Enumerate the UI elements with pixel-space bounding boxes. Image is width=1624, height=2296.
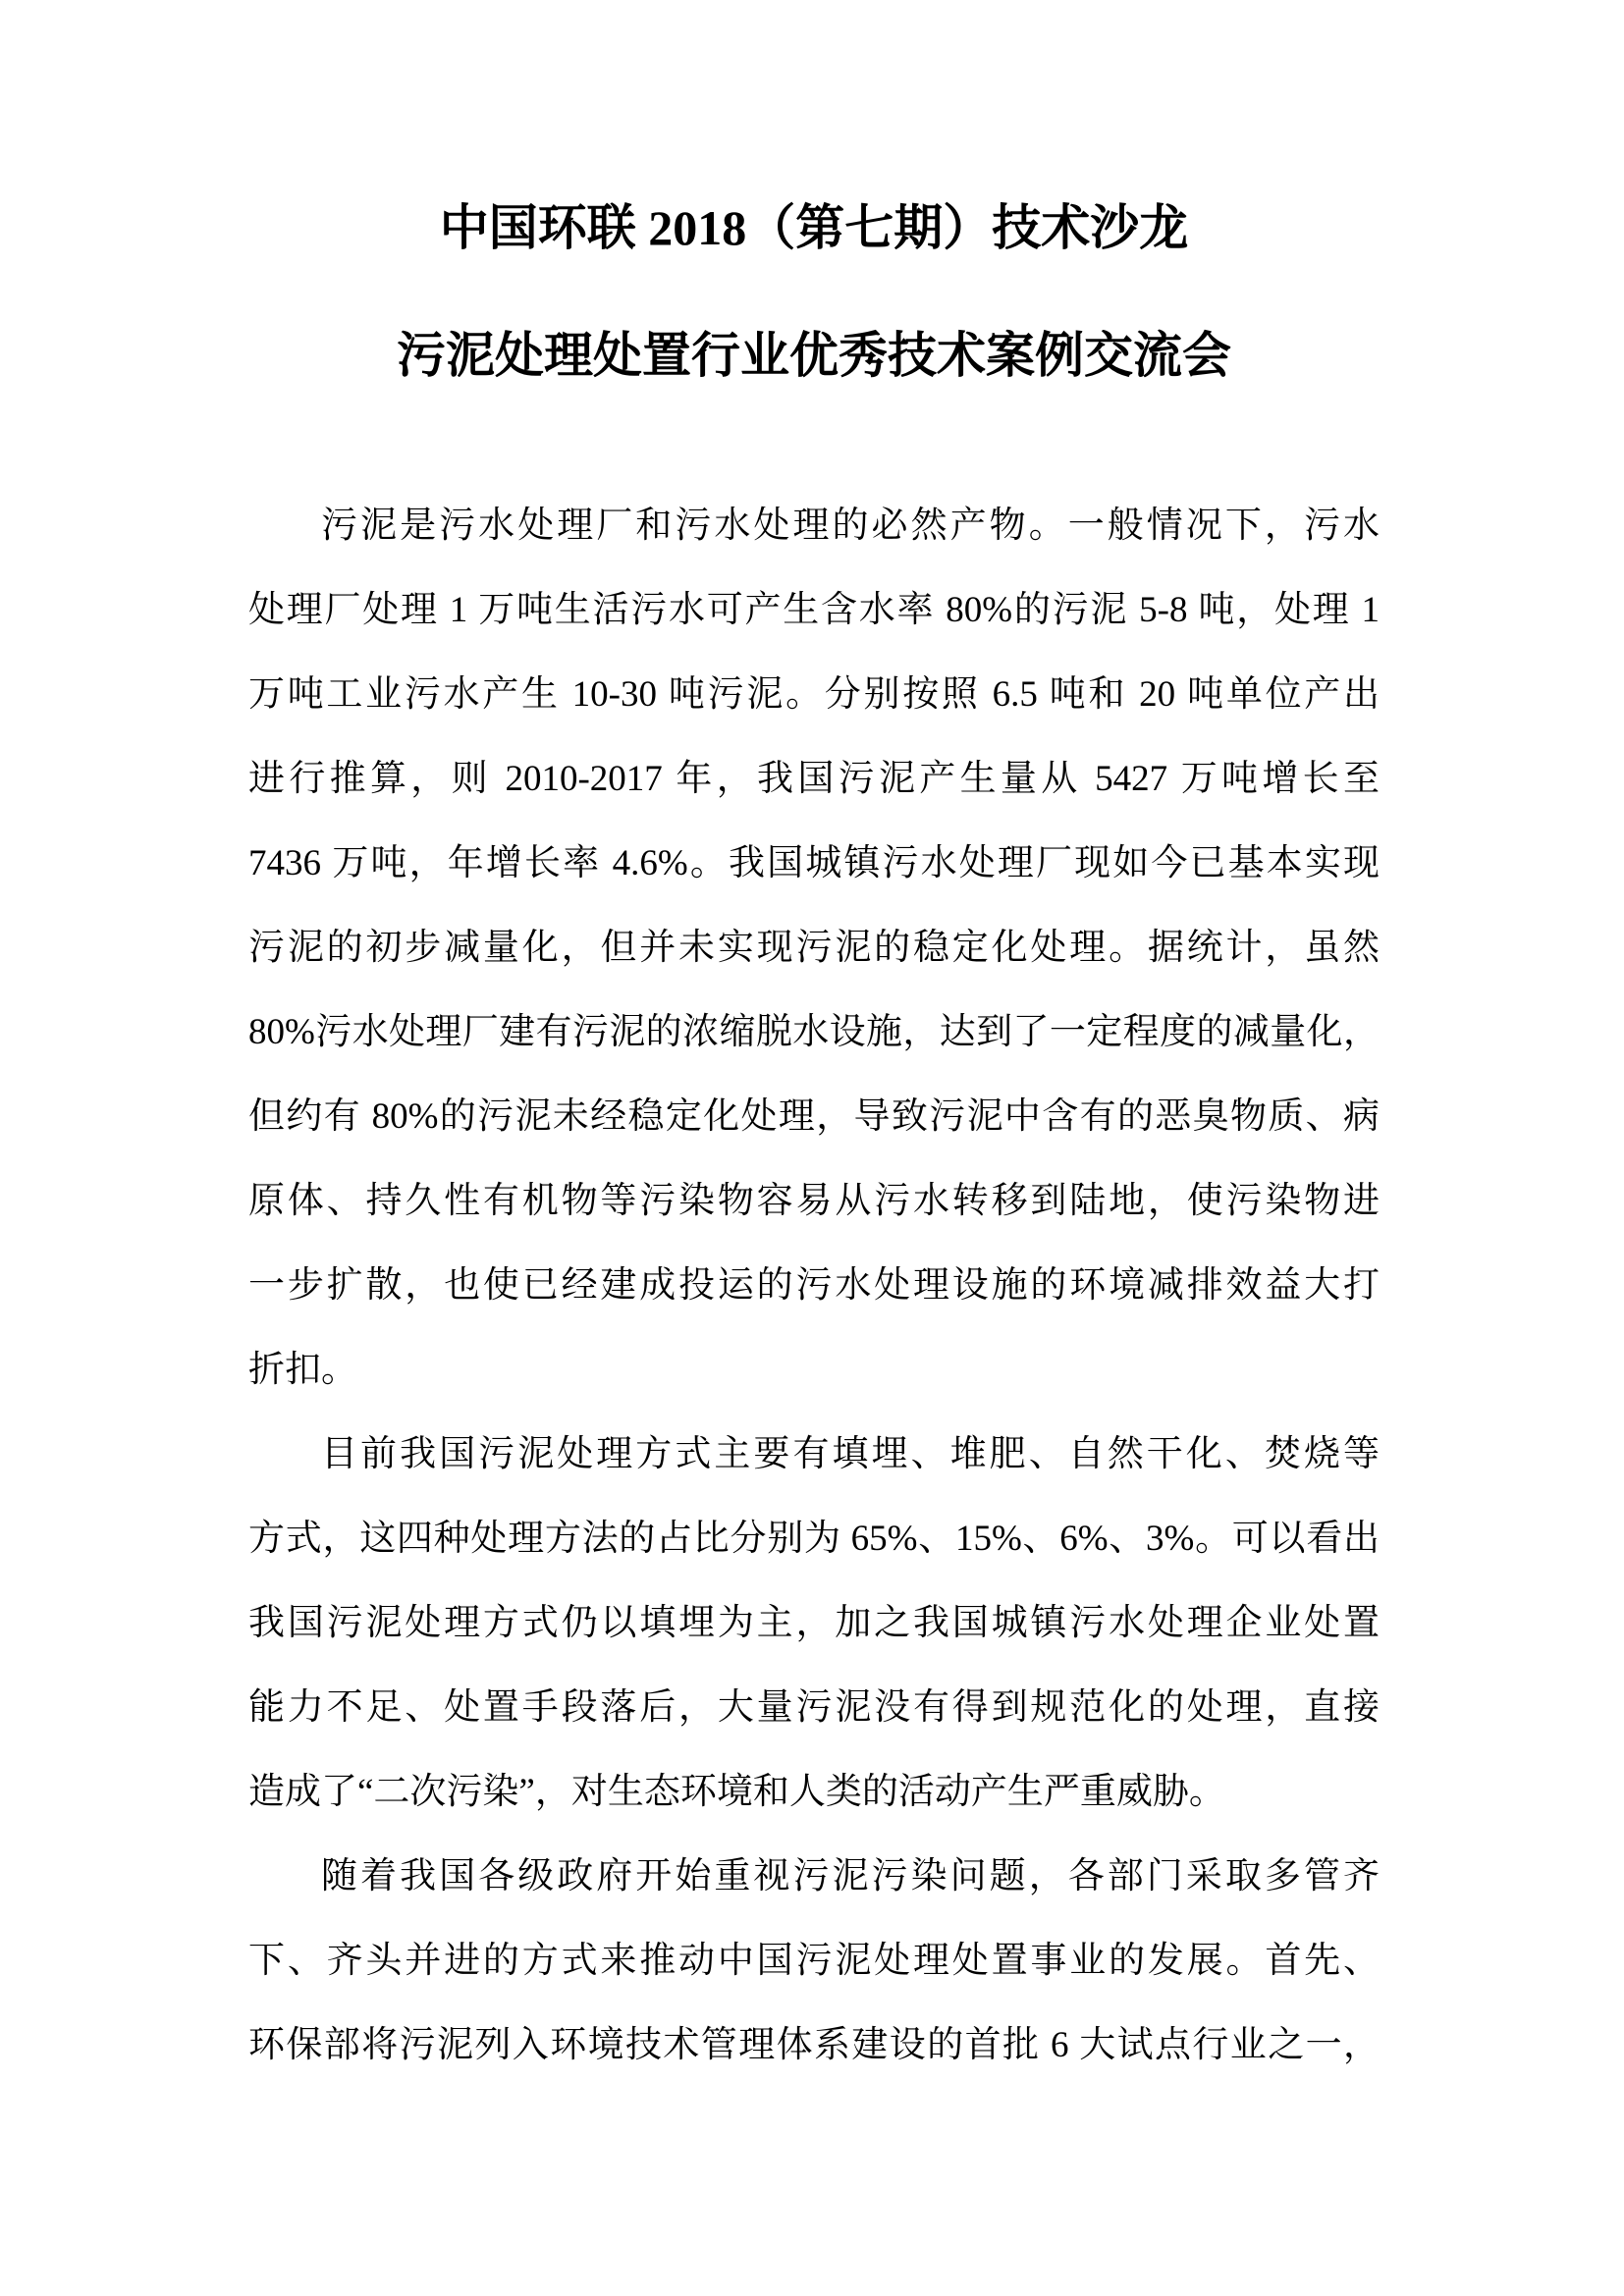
body-line: 污泥是污水处理厂和污水处理的必然产物。一般情况下，污水 [321, 506, 1380, 546]
body-line: 但约有 80%的污泥未经稳定化处理，导致污泥中含有的恶臭物质、病 [248, 1096, 1380, 1137]
body-line: 随着我国各级政府开始重视污泥污染问题，各部门采取多管齐 [321, 1856, 1380, 1896]
body-line: 进行推算，则 2010-2017 年，我国污泥产生量从 5427 万吨增长至 [248, 759, 1380, 799]
body-line: 80%污水处理厂建有污泥的浓缩脱水设施，达到了一定程度的减量化， [248, 1012, 1380, 1052]
paragraph [248, 1849, 1380, 2073]
document-body [248, 499, 1380, 2073]
body-line: 目前我国污泥处理方式主要有填埋、堆肥、自然干化、焚烧等 [321, 1434, 1380, 1474]
body-line: 折扣。 [248, 1350, 357, 1390]
body-line: 一步扩散，也使已经建成投运的污水处理设施的环境减排效益大打 [248, 1265, 1380, 1306]
paragraph [248, 499, 1380, 1398]
body-line: 万吨工业污水产生 10-30 吨污泥。分别按照 6.5 吨和 20 吨单位产出 [248, 674, 1380, 715]
body-line: 下、齐头并进的方式来推动中国污泥处理处置事业的发展。首先、 [248, 1941, 1380, 1981]
body-line: 能力不足、处置手段落后，大量污泥没有得到规范化的处理，直接 [248, 1687, 1380, 1728]
paragraph [248, 1427, 1380, 1820]
body-line: 7436 万吨，年增长率 4.6%。我国城镇污水处理厂现如今已基本实现 [248, 843, 1380, 883]
document-subtitle: 污泥处理处置行业优秀技术案例交流会 [397, 328, 1231, 383]
body-line: 污泥的初步减量化，但并未实现污泥的稳定化处理。据统计，虽然 [248, 928, 1380, 968]
body-line: 我国污泥处理方式仍以填埋为主，加之我国城镇污水处理企业处置 [248, 1603, 1380, 1643]
document-title: 中国环联 2018（第七期）技术沙龙 [439, 200, 1189, 255]
body-line: 方式，这四种处理方法的占比分别为 65%、15%、6%、3%。可以看出 [248, 1519, 1380, 1559]
body-line: 处理厂处理 1 万吨生活污水可产生含水率 80%的污泥 5-8 吨，处理 1 [248, 590, 1380, 630]
page-content [248, 0, 1380, 2103]
body-line: 造成了“二次污染”，对生态环境和人类的活动产生严重威胁。 [248, 1772, 1225, 1812]
body-line: 原体、持久性有机物等污染物容易从污水转移到陆地，使污染物进 [248, 1181, 1380, 1221]
body-line: 环保部将污泥列入环境技术管理体系建设的首批 6 大试点行业之一， [248, 2025, 1380, 2065]
